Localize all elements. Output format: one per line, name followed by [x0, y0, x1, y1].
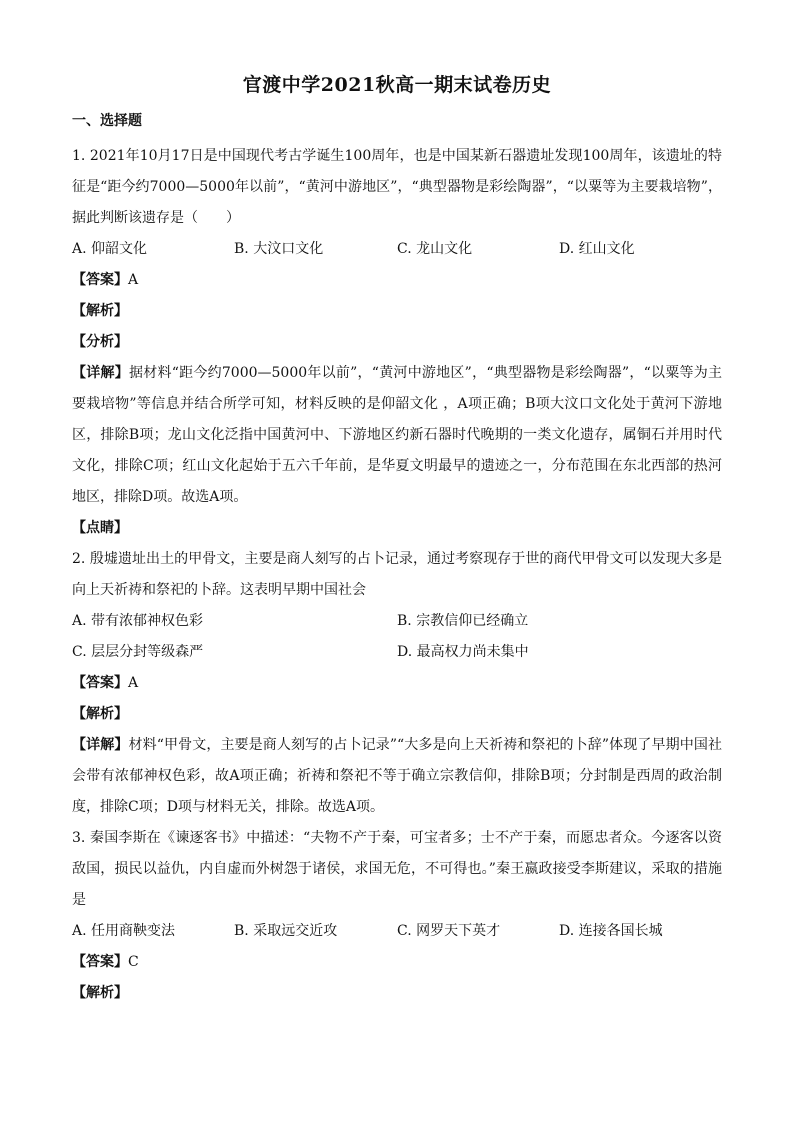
question-options	[72, 234, 722, 265]
option-b: B. 宗教信仰已经确立	[397, 613, 529, 629]
option-a: A. 带有浓郁神权色彩	[72, 613, 204, 629]
detail-paragraph	[72, 358, 722, 513]
section-heading: 一、选择题	[72, 113, 142, 129]
dianjing-line	[72, 513, 722, 544]
analysis-line	[72, 699, 722, 730]
question-options	[72, 606, 722, 668]
answer-tag: 【答案】	[72, 272, 128, 288]
option-b: B. 采取远交近攻	[234, 923, 338, 939]
question-options	[72, 916, 722, 947]
analysis-line	[72, 296, 722, 327]
answer-tag: 【答案】	[72, 954, 128, 970]
option-d: D. 最高权力尚未集中	[397, 644, 529, 660]
answer-tag: 【答案】	[72, 675, 128, 691]
question-2	[72, 544, 722, 823]
dianjing-tag: 【点睛】	[72, 520, 128, 536]
detail-tag: 【详解】	[72, 365, 129, 381]
detail-text: 据材料“距今约7000—5000年以前”，“黄河中游地区”，“典型器物是彩绘陶器”，“以粟等为主要栽培物”等信息并结合所学可知，材料反映的是仰韶文化 ，A项正确；B项大汶口文化处于黄河下游地区，排除B项；龙山文化泛指中国黄河中、下游地区约新石器时代晚期的一类文化遗存，属铜石并用时代文化，排除C项；红山文化起始于五六千年前，是华夏文明最早的遗迹之一，分布范围在东北西部的热河地区，排除D项。故选A项。	[72, 365, 723, 505]
question-3	[72, 823, 722, 1009]
question-stem: 1. 2021年10月17日是中国现代考古学诞生100周年，也是中国某新石器遗址发现100周年，该遗址的特征是“距今约7000—5000年以前”，“黄河中游地区”，“典型器物是彩绘陶器”，“以粟等为主要栽培物”，据此判断该遗存是（ ）	[72, 148, 722, 226]
detail-paragraph	[72, 730, 722, 823]
option-c: C. 网罗天下英才	[397, 923, 501, 939]
analysis-tag: 【解析】	[72, 985, 128, 1001]
answer-line	[72, 668, 722, 699]
detail-tag: 【详解】	[72, 737, 129, 753]
question-stem: 2. 殷墟遗址出土的甲骨文，主要是商人刻写的占卜记录，通过考察现存于世的商代甲骨文可以发现大多是向上天祈祷和祭祀的卜辞。这表明早期中国社会	[72, 551, 722, 598]
fenxi-tag: 【分析】	[72, 334, 128, 350]
option-d: D. 连接各国长城	[559, 923, 663, 939]
option-c: C. 龙山文化	[397, 241, 473, 257]
answer-line	[72, 947, 722, 978]
fenxi-line	[72, 327, 722, 358]
answer-value: C	[128, 954, 139, 970]
detail-text: 材料“甲骨文，主要是商人刻写的占卜记录”“大多是向上天祈祷和祭祀的卜辞”体现了早期中国社会带有浓郁神权色彩，故A项正确；祈祷和祭祀不等于确立宗教信仰，排除B项；分封制是西周的政治制度，排除C项；D项与材料无关，排除。故选A项。	[72, 737, 722, 815]
question-1	[72, 141, 722, 544]
analysis-line	[72, 978, 722, 1009]
option-a: A. 任用商鞅变法	[72, 923, 176, 939]
option-b: B. 大汶口文化	[234, 241, 324, 257]
question-stem: 3. 秦国李斯在《谏逐客书》中描述：“夫物不产于秦，可宝者多；士不产于秦，而愿忠者众。今逐客以资敌国，损民以益仇，内自虚而外树怨于诸侯，求国无危，不可得也。”秦王嬴政接受李斯建议，采取的措施是	[72, 830, 722, 908]
option-c: C. 层层分封等级森严	[72, 644, 204, 660]
analysis-tag: 【解析】	[72, 303, 128, 319]
exam-page	[72, 70, 722, 1009]
answer-value: A	[128, 272, 139, 288]
option-d: D. 红山文化	[559, 241, 635, 257]
page-title: 官渡中学2021秋高一期末试卷历史	[242, 74, 552, 96]
option-a: A. 仰韶文化	[72, 241, 148, 257]
answer-line	[72, 265, 722, 296]
answer-value: A	[128, 675, 139, 691]
analysis-tag: 【解析】	[72, 706, 128, 722]
